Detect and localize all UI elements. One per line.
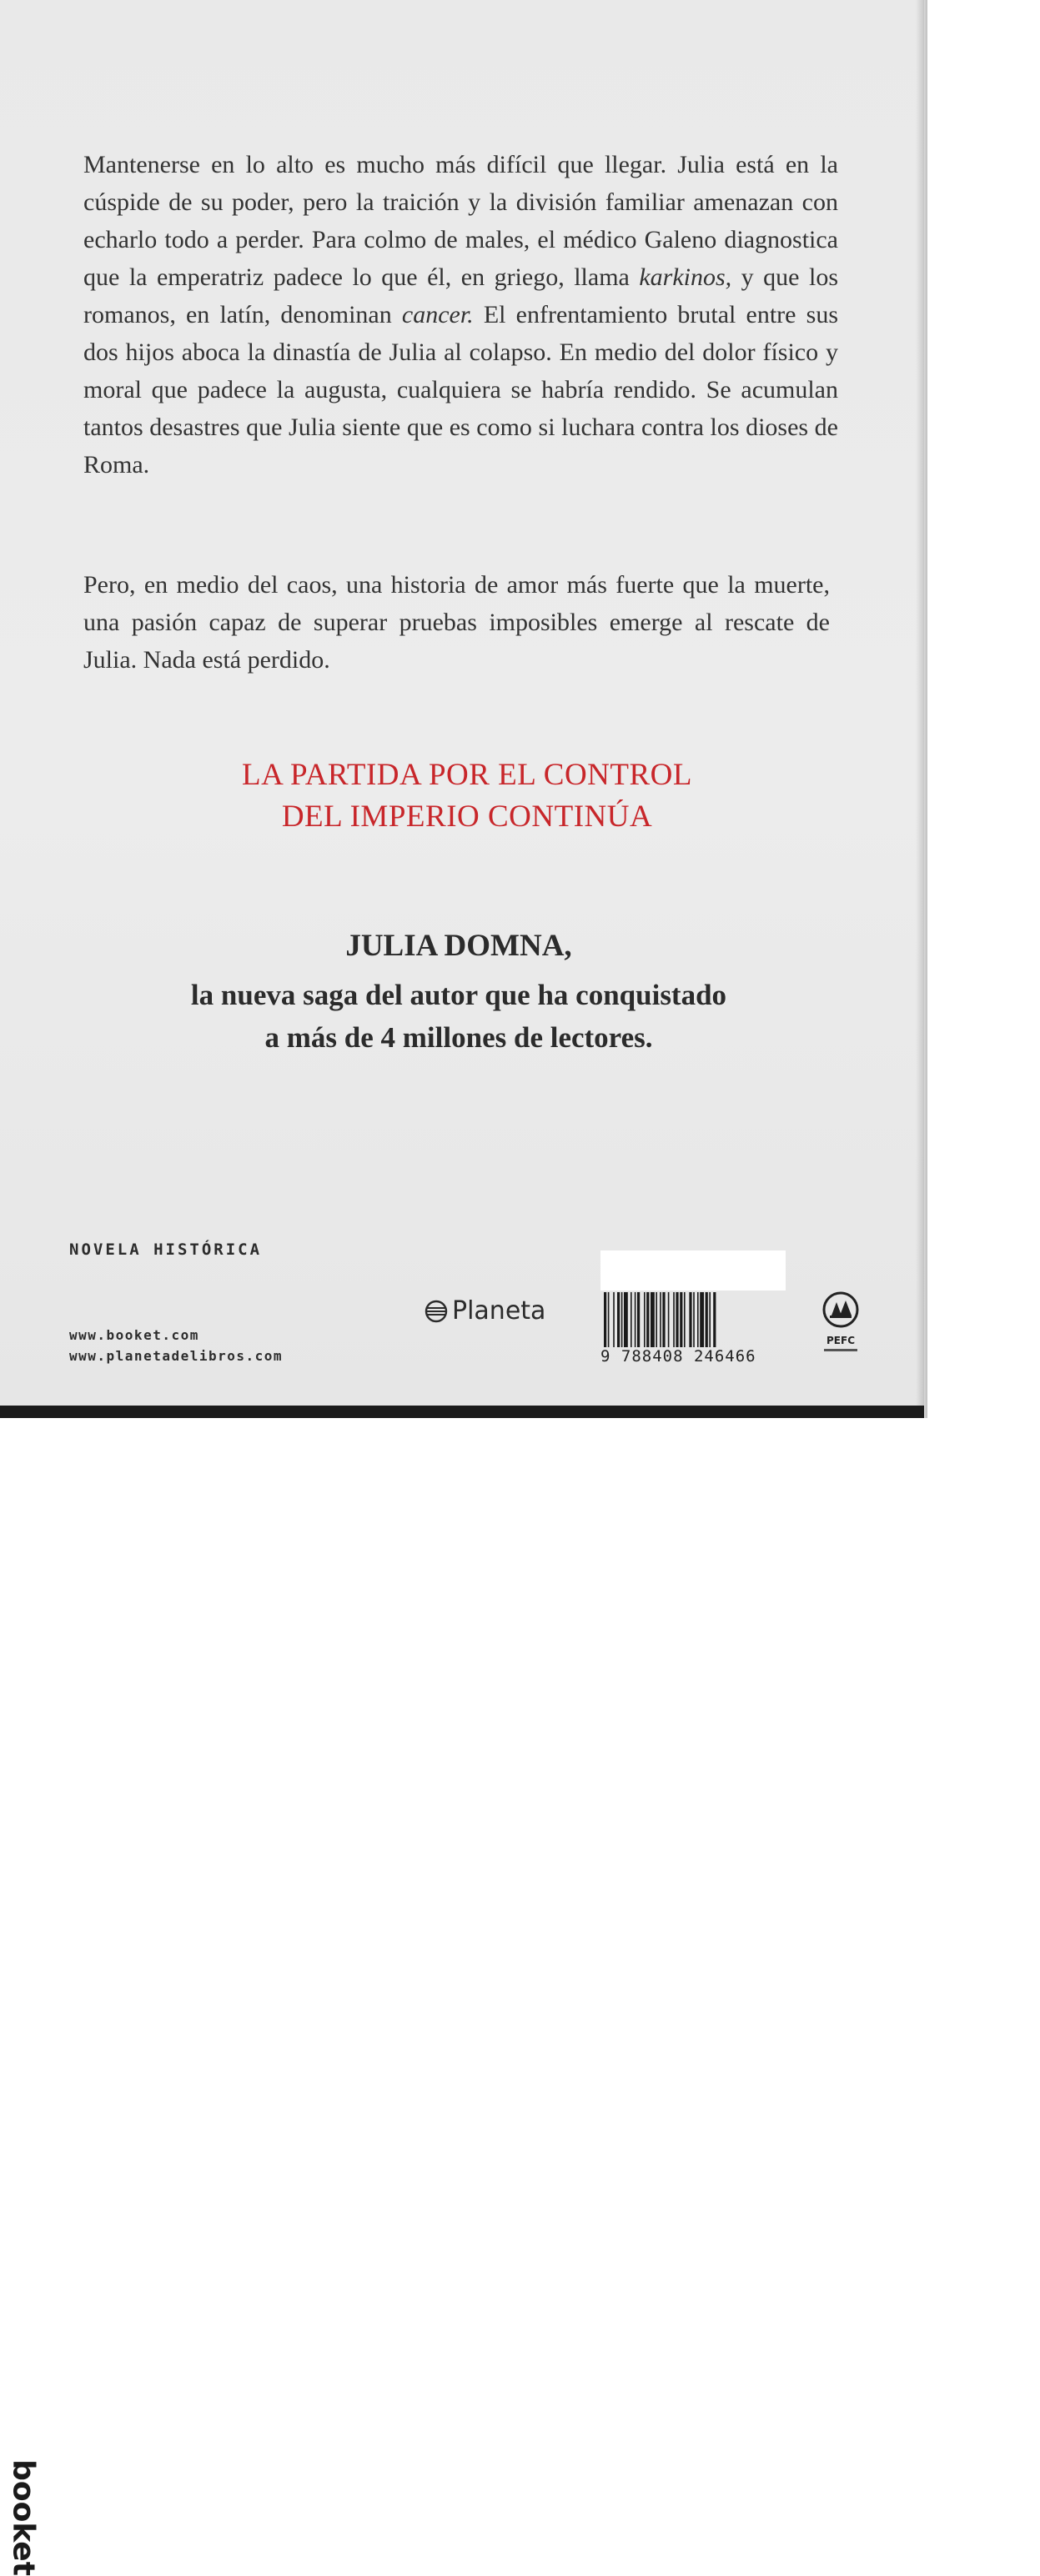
- barcode-bar: [604, 1292, 606, 1347]
- promo-line-1: la nueva saga del autor que ha conquistado: [190, 979, 727, 1011]
- promo-line-2: a más de 4 millones de lectores.: [264, 1021, 653, 1054]
- barcode-bar: [656, 1292, 657, 1347]
- genre-label: NOVELA HISTÓRICA: [69, 1240, 263, 1259]
- barcode-bar: [651, 1292, 655, 1347]
- barcode-bar: [709, 1292, 711, 1347]
- barcode-bar: [662, 1292, 665, 1347]
- italic-word-karkinos: karkinos,: [639, 263, 732, 291]
- pefc-fine-print: [824, 1349, 857, 1351]
- bottom-dark-band: [0, 1406, 924, 1418]
- barcode-bar: [668, 1292, 670, 1347]
- barcode-bar: [713, 1292, 716, 1347]
- planeta-globe-icon: [424, 1299, 449, 1324]
- promo-title: JULIA DOMNA,: [345, 929, 572, 963]
- barcode-bar: [608, 1292, 610, 1347]
- barcode-bar: [689, 1292, 691, 1347]
- barcode-bar: [660, 1292, 661, 1347]
- pefc-logo: [816, 1291, 866, 1351]
- booket-logo: booket: [6, 2459, 41, 2576]
- barcode-bar: [673, 1292, 675, 1347]
- barcode-bars: [600, 1292, 786, 1347]
- barcode-digits: 9 788408 246466: [600, 1347, 756, 1366]
- barcode-bar: [693, 1292, 695, 1347]
- tagline-line-2: DEL IMPERIO CONTINÚA: [281, 799, 653, 834]
- barcode-bar: [697, 1292, 699, 1347]
- website-planetadelibros: www.planetadelibros.com: [69, 1348, 284, 1364]
- barcode-label-area: [600, 1250, 786, 1291]
- italic-word-cancer: cancer.: [401, 301, 474, 328]
- barcode-bar: [644, 1292, 646, 1347]
- barcode-bar: [635, 1292, 636, 1347]
- cover-edge-shadow: [916, 0, 927, 1418]
- barcode-bar: [621, 1292, 623, 1347]
- barcode-bar: [631, 1292, 632, 1347]
- barcode-bar: [700, 1292, 704, 1347]
- barcode-bar: [624, 1292, 628, 1347]
- pefc-label: PEFC: [826, 1335, 855, 1346]
- barcode-bar: [646, 1292, 649, 1347]
- synopsis-paragraph-2: Pero, en medio del caos, una historia de amor más fuerte que la muerte, una pasión capaz de superar pruebas imposibles emerge al rescate de Julia. Nada está perdido.: [83, 571, 830, 674]
- barcode-bar: [684, 1292, 686, 1347]
- barcode-bar: [613, 1292, 615, 1347]
- barcode-bar: [680, 1292, 682, 1347]
- barcode-bar: [637, 1292, 640, 1347]
- barcode-bar: [617, 1292, 620, 1347]
- planeta-logo-text: Planeta: [452, 1296, 546, 1326]
- pefc-tree-icon: [821, 1291, 860, 1329]
- isbn-barcode: [600, 1250, 786, 1369]
- barcode-bar: [676, 1292, 678, 1347]
- tagline-line-1: LA PARTIDA POR EL CONTROL: [242, 758, 692, 792]
- planeta-logo: [424, 1296, 545, 1326]
- synopsis-paragraph-1: Mantenerse en lo alto es mucho más difícil que llegar. Julia está en la cúspide de su poder, pero la traición y la división familiar amenazan con echarlo todo a perder. Para colmo de males, el médico Galeno diagnostica que la emperatriz padece lo que él, en griego, llama karkinos, y que los romanos, en latín, denominan cancer. El enfrentamiento brutal entre sus dos hijos aboca la dinastía de Julia al colapso. En medio del dolor físico y moral que padece la augusta, cualquiera se habría rendido. Se acumulan tantos desastres que Julia siente que es como si luchara contra los dioses de Roma.: [83, 151, 838, 479]
- website-booket: www.booket.com: [69, 1327, 199, 1343]
- barcode-bar: [706, 1292, 708, 1347]
